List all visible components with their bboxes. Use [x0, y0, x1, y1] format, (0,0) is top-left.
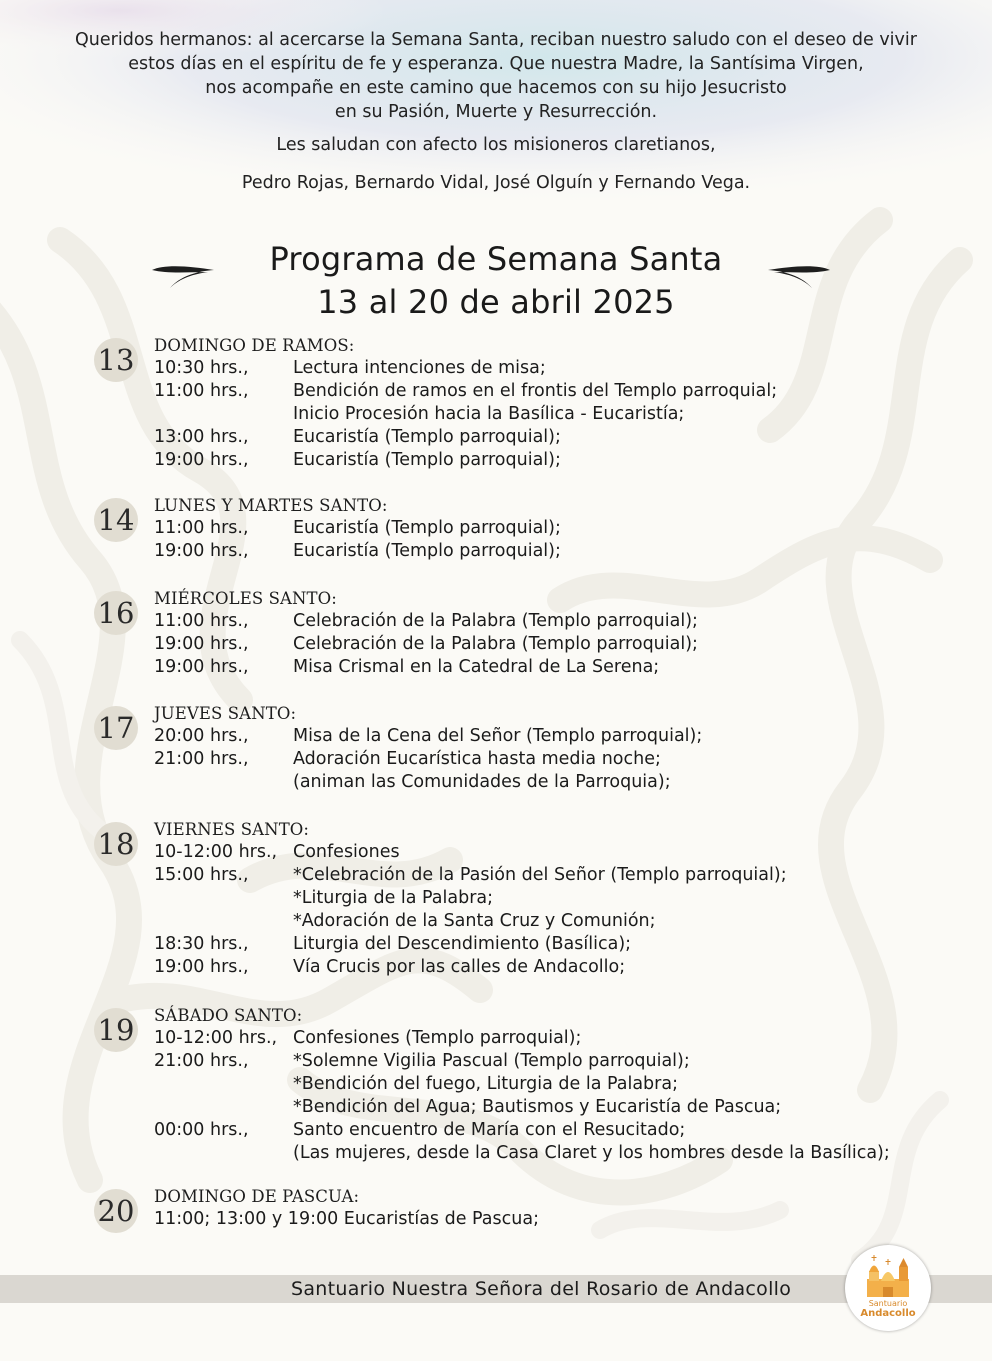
- schedule-desc: Liturgia del Descendimiento (Basílica);: [293, 934, 632, 954]
- schedule-time: 19:00 hrs.,: [154, 657, 249, 677]
- schedule-time: 21:00 hrs.,: [154, 1051, 249, 1071]
- schedule-desc: Eucaristía (Templo parroquial);: [293, 427, 561, 447]
- greeting-block: [0, 28, 992, 195]
- schedule-time: 10:30 hrs.,: [154, 358, 249, 378]
- schedule-desc: (animan las Comunidades de la Parroquia);: [293, 772, 671, 792]
- schedule-desc: Celebración de la Palabra (Templo parroquial);: [293, 611, 698, 631]
- day-number-badge: 18: [94, 822, 138, 866]
- day-number-badge: 16: [94, 591, 138, 635]
- schedule-desc: *Liturgia de la Palabra;: [293, 888, 494, 908]
- schedule-time: 10-12:00 hrs.,: [154, 1028, 278, 1048]
- schedule-desc: *Solemne Vigilia Pascual (Templo parroquial);: [293, 1051, 690, 1071]
- schedule-desc: *Celebración de la Pasión del Señor (Templo parroquial);: [293, 865, 787, 885]
- schedule-desc: Eucaristía (Templo parroquial);: [293, 450, 561, 470]
- schedule-desc: Adoración Eucarística hasta media noche;: [293, 749, 661, 769]
- schedule-desc: (Las mujeres, desde la Casa Claret y los hombres desde la Basílica);: [293, 1143, 890, 1163]
- schedule-desc: Misa de la Cena del Señor (Templo parroquial);: [293, 726, 703, 746]
- greeting-line: estos días en el espíritu de fe y esperanza. Que nuestra Madre, la Santísima Virgen,: [128, 54, 864, 74]
- schedule-desc: Santo encuentro de María con el Resucitado;: [293, 1120, 686, 1140]
- schedule-desc: Confesiones (Templo parroquial);: [293, 1028, 582, 1048]
- sanctuary-logo: [845, 1245, 931, 1331]
- schedule-desc: *Adoración de la Santa Cruz y Comunión;: [293, 911, 656, 931]
- day-number-badge: 14: [94, 498, 138, 542]
- logo-text-line2: Andacollo: [860, 1308, 916, 1319]
- schedule-desc: Celebración de la Palabra (Templo parroquial);: [293, 634, 698, 654]
- schedule-desc: *Bendición del Agua; Bautismos y Eucaristía de Pascua;: [293, 1097, 782, 1117]
- program-title-block: [0, 238, 992, 324]
- greeting-line: nos acompañe en este camino que hacemos con su hijo Jesucristo: [205, 78, 787, 98]
- schedule-time: 21:00 hrs.,: [154, 749, 249, 769]
- schedule-time: 19:00 hrs.,: [154, 957, 249, 977]
- schedule-time: 19:00 hrs.,: [154, 634, 249, 654]
- schedule-time: 20:00 hrs.,: [154, 726, 249, 746]
- day-number-badge: 19: [94, 1008, 138, 1052]
- day-title: SÁBADO SANTO:: [154, 1006, 303, 1025]
- day-number-badge: 17: [94, 706, 138, 750]
- schedule-time: 18:30 hrs.,: [154, 934, 249, 954]
- schedule-time: 11:00 hrs.,: [154, 518, 249, 538]
- day-number-badge: 20: [94, 1189, 138, 1233]
- schedule-time: 10-12:00 hrs.,: [154, 842, 278, 862]
- program-dates: 13 al 20 de abril 2025: [317, 283, 675, 321]
- schedule-time: 11:00 hrs.,: [154, 611, 249, 631]
- schedule-time: 19:00 hrs.,: [154, 541, 249, 561]
- day-number-badge: 13: [94, 338, 138, 382]
- day-title: MIÉRCOLES SANTO:: [154, 589, 337, 608]
- schedule-time: 13:00 hrs.,: [154, 427, 249, 447]
- schedule-desc: Misa Crismal en la Catedral de La Serena;: [293, 657, 660, 677]
- schedule-desc: Eucaristía (Templo parroquial);: [293, 518, 561, 538]
- schedule-desc: Inicio Procesión hacia la Basílica - Eucaristía;: [293, 404, 685, 424]
- day-title: DOMINGO DE PASCUA:: [154, 1187, 360, 1206]
- greeting-regards: Les saludan con afecto los misioneros claretianos,: [276, 135, 716, 155]
- schedule-desc: Vía Crucis por las calles de Andacollo;: [293, 957, 626, 977]
- schedule-time: 11:00 hrs.,: [154, 381, 249, 401]
- greeting-signatures: Pedro Rojas, Bernardo Vidal, José Olguín y Fernando Vega.: [241, 173, 751, 193]
- greeting-line: Queridos hermanos: al acercarse la Semana Santa, reciban nuestro saludo con el deseo de vivir: [75, 30, 917, 50]
- schedule-desc: Eucaristía (Templo parroquial);: [293, 541, 561, 561]
- day-title: VIERNES SANTO:: [154, 820, 310, 839]
- schedule-desc: Bendición de ramos en el frontis del Templo parroquial;: [293, 381, 778, 401]
- schedule-time: 00:00 hrs.,: [154, 1120, 249, 1140]
- schedule-desc: 11:00; 13:00 y 19:00 Eucaristías de Pascua;: [154, 1209, 539, 1229]
- program-title: Programa de Semana Santa: [269, 240, 723, 278]
- footer-text: Santuario Nuestra Señora del Rosario de Andacollo: [291, 1278, 792, 1300]
- day-title: DOMINGO DE RAMOS:: [154, 336, 355, 355]
- day-title: JUEVES SANTO:: [154, 704, 297, 723]
- day-title: LUNES Y MARTES SANTO:: [154, 496, 388, 515]
- schedule-desc: Lectura intenciones de misa;: [293, 358, 546, 378]
- schedule-desc: *Bendición del fuego, Liturgia de la Palabra;: [293, 1074, 678, 1094]
- schedule-desc: Confesiones: [293, 842, 400, 862]
- greeting-line: en su Pasión, Muerte y Resurrección.: [334, 102, 658, 122]
- logo-text-line1: Santuario: [868, 1299, 908, 1308]
- schedule-time: 15:00 hrs.,: [154, 865, 249, 885]
- schedule-time: 19:00 hrs.,: [154, 450, 249, 470]
